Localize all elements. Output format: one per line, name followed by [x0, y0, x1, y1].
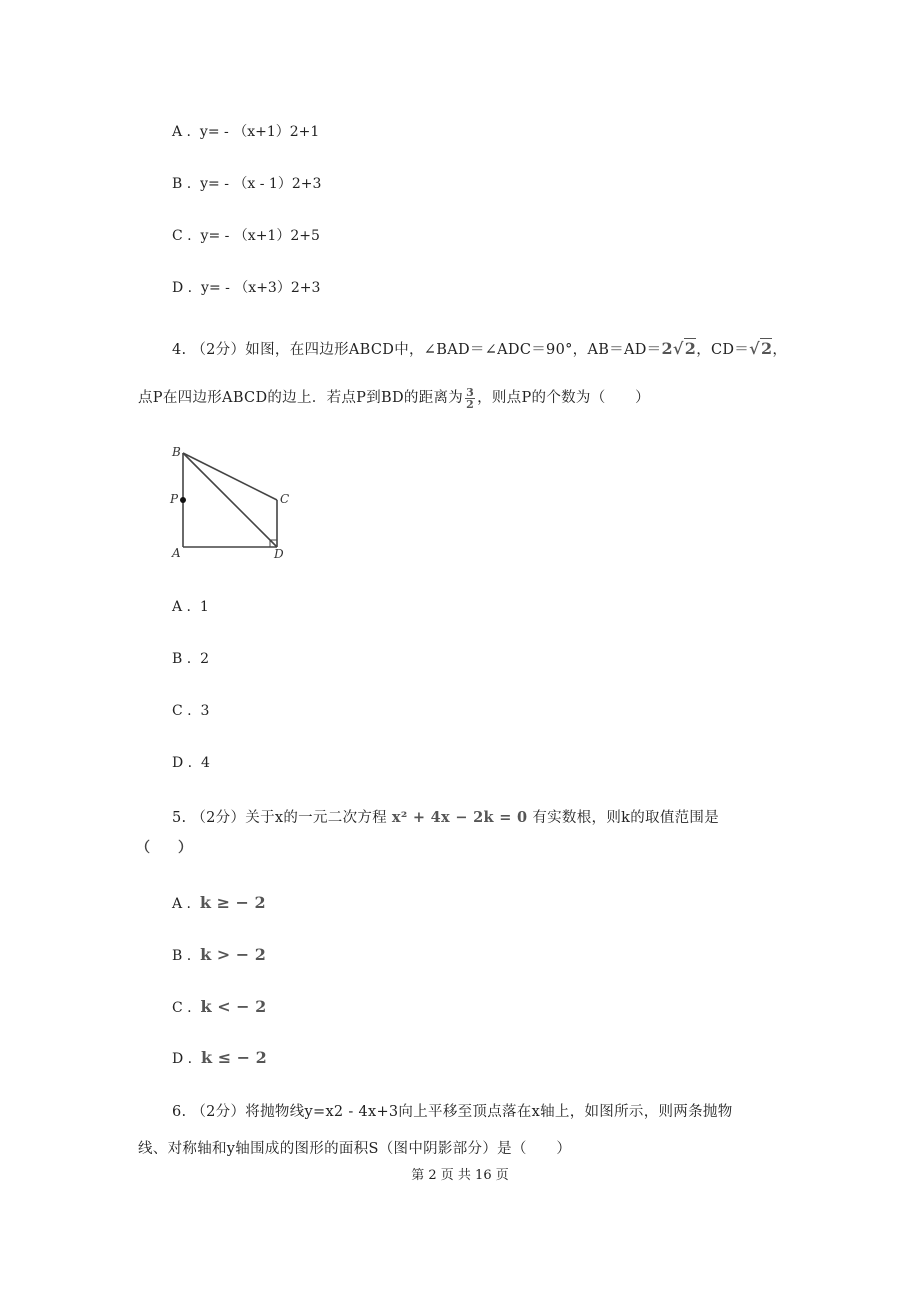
- q5-stem-line1: 5. （2分）关于x的一元二次方程 x² + 4x − 2k = 0 有实数根，则k的取值范围是: [172, 809, 720, 826]
- q4-number: 4.: [172, 342, 187, 358]
- q4-score: （2分）: [191, 342, 246, 358]
- q4-stem-line1: 4. （2分）如图，在四边形ABCD中，∠BAD＝∠ADC＝90°，AB＝AD＝2√2，CD＝√2，: [172, 339, 788, 358]
- label-d: D: [274, 547, 284, 561]
- ab-value: 2√2: [661, 339, 697, 358]
- q5-stem-line2: （ ）: [136, 840, 192, 856]
- q4-option-c: C . 3: [172, 703, 210, 719]
- q3-option-d: D . y= - （x+3）2+3: [172, 280, 321, 296]
- q3-option-a: A . y= - （x+1）2+1: [172, 124, 320, 140]
- q4-option-d: D . 4: [172, 755, 210, 771]
- q5-score: （2分）: [191, 810, 246, 826]
- label-c: C: [280, 492, 290, 506]
- q4-option-b: B . 2: [172, 651, 210, 667]
- label-a: A: [172, 546, 181, 560]
- page-footer: 第 2 页 共 16 页: [411, 1168, 509, 1183]
- q3-option-b: B . y= - （x - 1）2+3: [172, 176, 322, 192]
- q6-stem-line1: 6. （2分）将抛物线y=x2 - 4x+3向上平移至顶点落在x轴上，如图所示，则两条抛物: [172, 1104, 733, 1120]
- cd-value: √2: [749, 339, 773, 358]
- q5-option-d: D . k ≤ − 2: [172, 1048, 267, 1067]
- q5-option-c: C . k < − 2: [172, 997, 267, 1016]
- label-b: B: [172, 445, 181, 459]
- q4-quadrilateral-figure: [160, 440, 310, 570]
- q3-option-c: C . y= - （x+1）2+5: [172, 228, 320, 244]
- edge-bc: [183, 453, 277, 500]
- diagonal-bd: [183, 453, 277, 547]
- point-p: [180, 497, 186, 503]
- q5-option-b: B . k > − 2: [172, 945, 266, 964]
- q4-option-a: A . 1: [172, 599, 209, 615]
- distance-fraction: $\frac{3}{2}$: [466, 385, 475, 411]
- q6-score: （2分）: [191, 1104, 246, 1120]
- q5-equation: x² + 4x − 2k = 0: [391, 809, 528, 826]
- q4-stem-line2: 点P在四边形ABCD的边上．若点P到BD的距离为 $\frac{3}{2}$ ，则点P的个数为（ ）: [138, 385, 650, 411]
- q6-number: 6.: [172, 1104, 187, 1120]
- label-p: P: [170, 492, 179, 506]
- q5-number: 5.: [172, 810, 187, 826]
- q6-stem-line2: 线、对称轴和y轴围成的图形的面积S（图中阴影部分）是（ ）: [138, 1141, 572, 1157]
- q5-option-a: A . k ≥ − 2: [172, 893, 266, 912]
